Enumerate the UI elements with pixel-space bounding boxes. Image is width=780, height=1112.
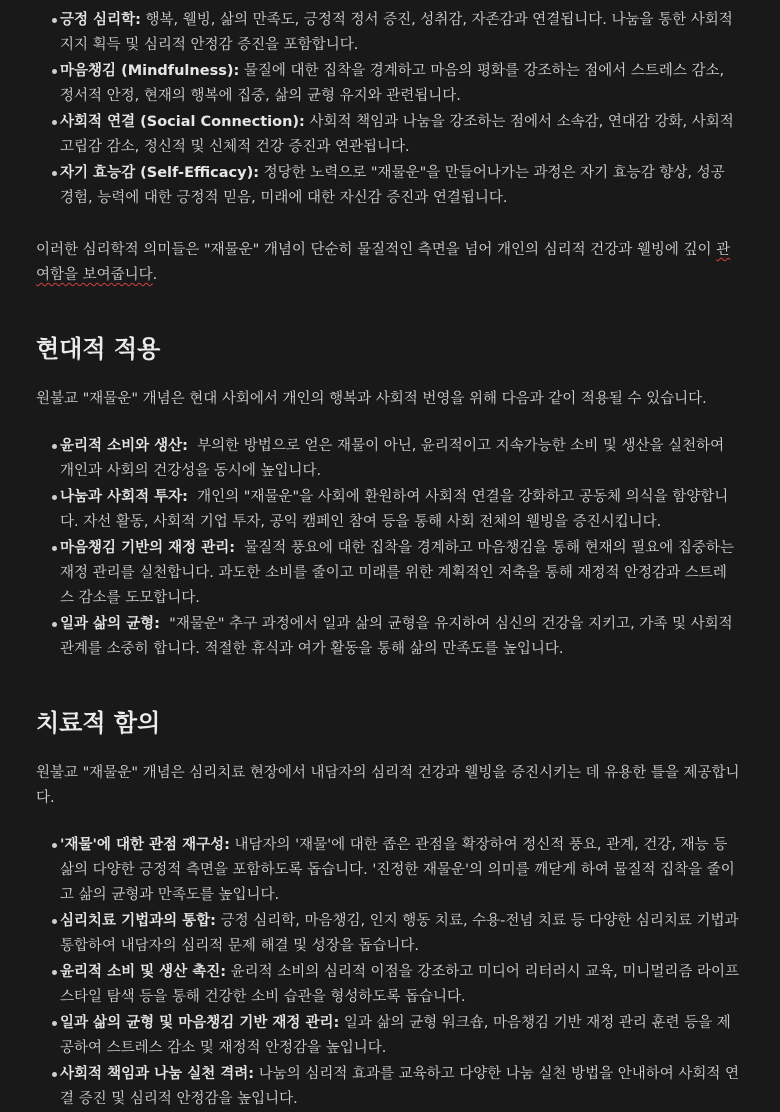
section-intro-therapy: 원불교 "재물운" 개념은 심리치료 현장에서 내담자의 심리적 건강과 웰빙을 증진시키는 데 유용한 틀을 제공합니다. [36, 765, 740, 806]
summary-text: 이러한 심리학적 의미들은 "재물운" 개념이 단순히 물질적인 측면을 넘어 개인의 심리적 건강과 웰빙에 깊이 [36, 242, 717, 258]
list-item-term: 긍정 심리학: [60, 12, 141, 28]
list-item [36, 833, 740, 908]
list-item-term: 마음챙김 기반의 재정 관리: [60, 540, 236, 556]
list-item [36, 960, 740, 1010]
list-item-text: 일과 삶의 균형 워크숍, 마음챙김 기반 재정 관리 훈련 등을 제공하여 스트레스 감소 및 재정적 안정감을 높입니다. [60, 1015, 731, 1056]
list-item-text: 사회적 책임과 나눔을 강조하는 점에서 소속감, 연대감 강화, 사회적 고립감 감소, 정신적 및 신체적 건강 증진과 연관됩니다. [60, 114, 734, 155]
list-item [36, 485, 740, 535]
list-item [36, 909, 740, 959]
section-heading-modern: 현대적 적용 [36, 335, 161, 363]
list-item [36, 536, 740, 611]
bullet-icon [52, 970, 57, 975]
list-item [36, 1011, 740, 1061]
bullet-icon [52, 495, 57, 500]
modern-application-list [36, 434, 740, 662]
therapeutic-implication-list [36, 833, 740, 1112]
list-item [36, 110, 740, 160]
list-item-term: 일과 삶의 균형 및 마음챙김 기반 재정 관리: [60, 1015, 340, 1031]
list-item-term: 심리치료 기법과의 통합: [60, 913, 216, 929]
list-item-term: 마음챙김 (Mindfulness): [60, 63, 240, 79]
list-item [36, 612, 740, 662]
list-item [36, 59, 740, 109]
list-item-text: 물질적 풍요에 대한 집착을 경계하고 마음챙김을 통해 현재의 필요에 집중하는 재정 관리를 실천합니다. 과도한 소비를 줄이고 미래를 위한 계획적인 저축을 통해 재정적 안정감과 스트레스 감소를 도모합니다. [60, 540, 734, 606]
list-item-term: 자기 효능감 (Self-Efficacy): [60, 165, 260, 181]
summary-paragraph: 이러한 심리학적 의미들은 "재물운" 개념이 단순히 물질적인 측면을 넘어 개인의 심리적 건강과 웰빙에 깊이 관여함을 보여줍니다. [36, 242, 731, 283]
bullet-icon [52, 622, 57, 627]
list-item-term: 사회적 연결 (Social Connection): [60, 114, 305, 130]
bullet-icon [52, 120, 57, 125]
list-item-text: 물질에 대한 집착을 경계하고 마음의 평화를 강조하는 점에서 스트레스 감소, 정서적 안정, 현재의 행복에 집중, 삶의 균형 유지와 관련됩니다. [60, 63, 725, 104]
bullet-icon [52, 1072, 57, 1077]
list-item [36, 1062, 740, 1112]
list-item [36, 434, 740, 484]
bullet-icon [52, 171, 57, 176]
section-heading-therapy: 치료적 함의 [36, 709, 161, 737]
spellcheck-flagged-text: 관여함을 보여줍니다 [36, 242, 731, 283]
list-item-text: 개인의 "재물운"을 사회에 환원하여 사회적 연결을 강화하고 공동체 의식을 함양합니다. 자선 활동, 사회적 기업 투자, 공익 캠페인 참여 등을 통해 사회 전체의 웰빙을 증진시킵니다. [60, 489, 729, 530]
list-item-text: 긍정 심리학, 마음챙김, 인지 행동 치료, 수용-전념 치료 등 다양한 심리치료 기법과 통합하여 내담자의 심리적 문제 해결 및 성장을 돕습니다. [60, 913, 739, 954]
list-item-term: 사회적 책임과 나눔 실천 격려: [60, 1066, 255, 1082]
bullet-icon [52, 843, 57, 848]
list-item [36, 161, 740, 211]
list-item-text: 윤리적 소비의 심리적 이점을 강조하고 미디어 리터러시 교육, 미니멀리즘 라이프스타일 탐색 등을 통해 건강한 소비 습관을 형성하도록 돕습니다. [60, 964, 739, 1005]
list-item-text: 정당한 노력으로 "재물운"을 만들어나가는 과정은 자기 효능감 향상, 성공 경험, 능력에 대한 긍정적 믿음, 미래에 대한 자신감 증진과 연결됩니다. [60, 165, 725, 206]
bullet-icon [52, 444, 57, 449]
list-item-term: 나눔과 사회적 투자: [60, 489, 188, 505]
list-item [36, 8, 740, 58]
list-item-text: 행복, 웰빙, 삶의 만족도, 긍정적 정서 증진, 성취감, 자존감과 연결됩니다. 나눔을 통한 사회적 지지 획득 및 심리적 안정감 증진을 포함합니다. [60, 12, 733, 53]
bullet-icon [52, 546, 57, 551]
list-item-term: 일과 삶의 균형: [60, 616, 160, 632]
list-item-text: 부의한 방법으로 얻은 재물이 아닌, 윤리적이고 지속가능한 소비 및 생산을 실천하여 개인과 사회의 건강성을 동시에 높입니다. [60, 438, 725, 479]
list-item-text: "재물운" 추구 과정에서 일과 삶의 균형을 유지하여 심신의 건강을 지키고, 가족 및 사회적 관계를 소중히 합니다. 적절한 휴식과 여가 활동을 통해 삶의 만족도를 높입니다. [60, 616, 733, 657]
list-item-text: 내담자의 '재물'에 대한 좁은 관점을 확장하여 정신적 풍요, 관계, 건강, 재능 등 삶의 다양한 긍정적 측면을 포함하도록 돕습니다. '진정한 재물운'의 의미를 깨닫게 하여 물질적 집착을 줄이고 삶의 균형과 만족도를 높입니다. [60, 837, 735, 903]
list-item-term: '재물'에 대한 관점 재구성: [60, 837, 230, 853]
bullet-icon [52, 919, 57, 924]
list-item-term: 윤리적 소비 및 생산 촉진: [60, 964, 227, 980]
psychology-list [36, 8, 740, 211]
bullet-icon [52, 18, 57, 23]
list-item-term: 윤리적 소비와 생산: [60, 438, 188, 454]
list-item-text: 나눔의 심리적 효과를 교육하고 다양한 나눔 실천 방법을 안내하여 사회적 연결 증진 및 심리적 안정감을 높입니다. [60, 1066, 739, 1107]
bullet-icon [52, 1021, 57, 1026]
section-intro-modern: 원불교 "재물운" 개념은 현대 사회에서 개인의 행복과 사회적 번영을 위해 다음과 같이 적용될 수 있습니다. [36, 391, 707, 407]
bullet-icon [52, 69, 57, 74]
